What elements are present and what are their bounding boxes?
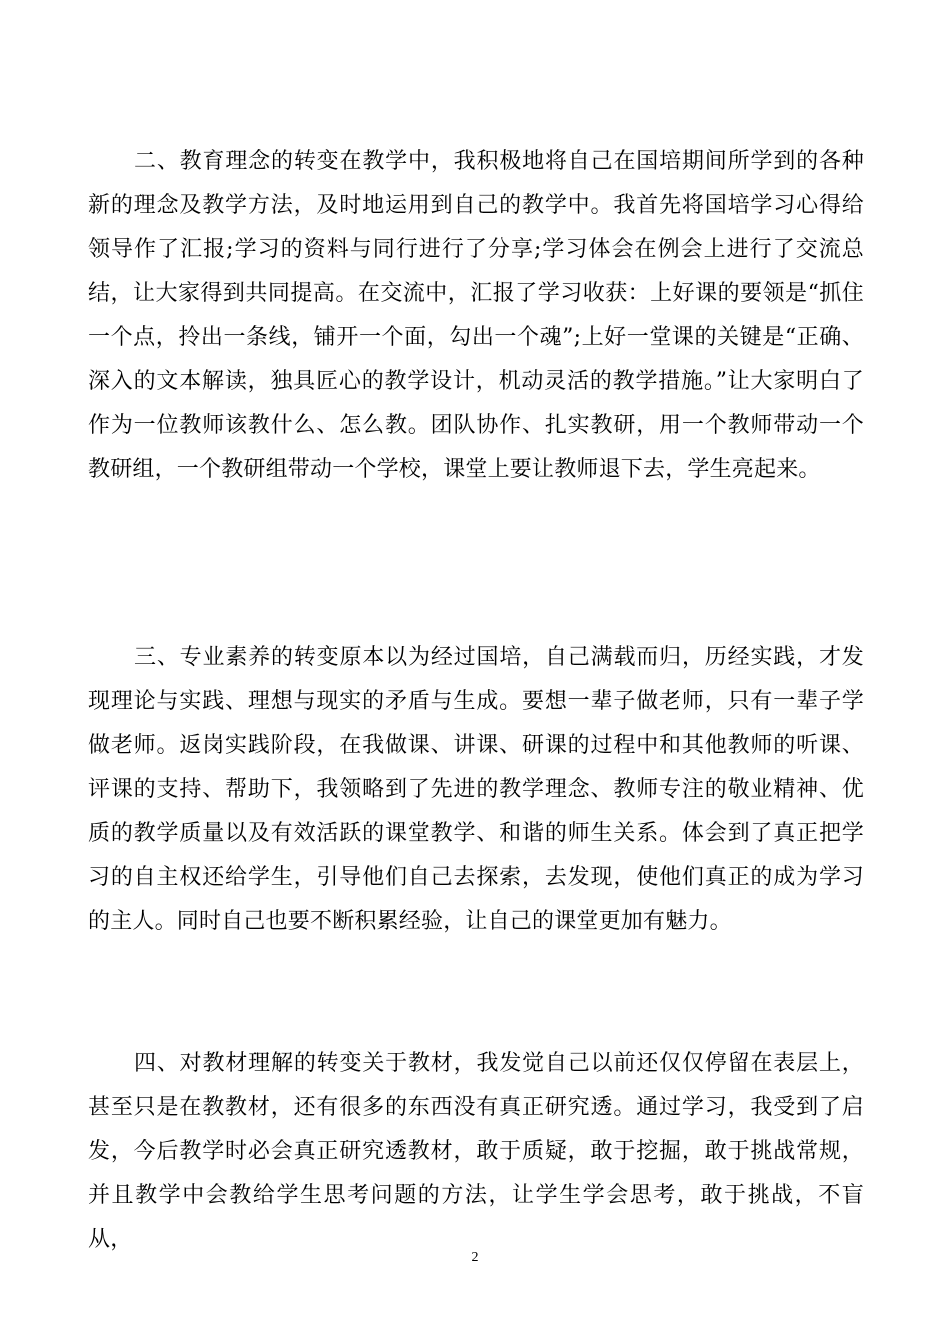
- paragraph-education-concept: 二、教育理念的转变在教学中，我积极地将自己在国培期间所学到的各种新的理念及教学方法，及时地运用到自己的教学中。我首先将国培学习心得给领导作了汇报;学习的资料与同行进行了分享;学习体会在例会上进行了交流总结，让大家得到共同提高。在交流中，汇报了学习收获：上好课的要领是“抓住一个点，拎出一条线，铺开一个面，勾出一个魂”;上好一堂课的关键是“正确、深入的文本解读，独具匠心的教学设计，机动灵活的教学措施。”让大家明白了作为一位教师该教什么、怎么教。团队协作、扎实教研，用一个教师带动一个教研组，一个教研组带动一个学校，课堂上要让教师退下去，学生亮起来。: [88, 149, 864, 482]
- page-number: 2: [471, 1250, 479, 1265]
- paragraph-professional-quality: 三、专业素养的转变原本以为经过国培，自己满载而归，历经实践，才发现理论与实践、理想与现实的矛盾与生成。要想一辈子做老师，只有一辈子学做老师。返岗实践阶段，在我做课、讲课、研课的过程中和其他教师的听课、评课的支持、帮助下，我领略到了先进的教学理念、教师专注的敬业精神、优质的教学质量以及有效活跃的课堂教学、和谐的师生关系。体会到了真正把学习的自主权还给学生，引导他们自己去探索，去发现，使他们真正的成为学习的主人。同时自己也要不断积累经验，让自己的课堂更加有魅力。: [88, 645, 864, 934]
- paragraph-textbook-understanding: 四、对教材理解的转变关于教材，我发觉自己以前还仅仅停留在表层上，甚至只是在教教材，还有很多的东西没有真正研究透。通过学习，我受到了启发，今后教学时必会真正研究透教材，敢于质疑，敢于挖掘，敢于挑战常规，并且教学中会教给学生思考问题的方法，让学生学会思考，敢于挑战，不盲从，: [88, 1051, 864, 1252]
